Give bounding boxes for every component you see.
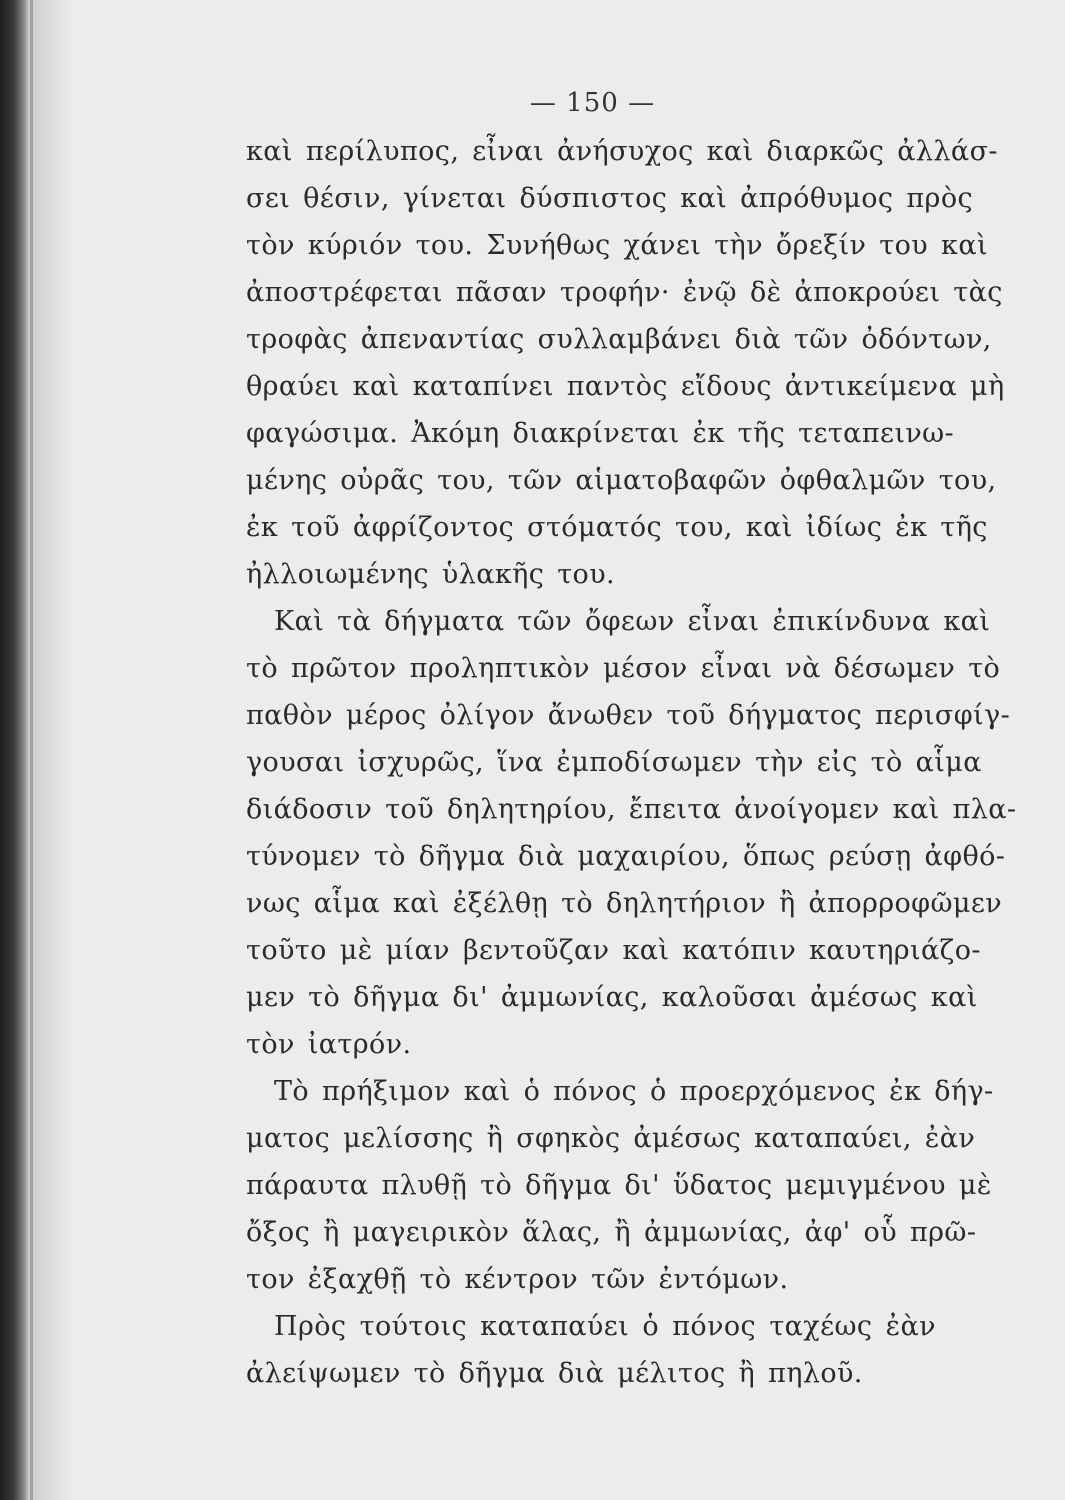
text-line: ὄξος ἢ μαγειρικὸν ἅλας, ἢ ἀμμωνίας, ἀφ' οὗ πρῶ- (246, 1217, 977, 1248)
paragraph (246, 1068, 994, 1303)
text-line: τροφὰς ἀπεναντίας συλλαμβάνει διὰ τῶν ὀδόντων, (246, 324, 992, 355)
book-binding-edge (0, 0, 30, 1500)
text-line: καὶ περίλυπος, εἶναι ἀνήσυχος καὶ διαρκῶς ἀλλάσ- (246, 136, 998, 167)
text-line: μένης οὐρᾶς του, τῶν αἱματοβαφῶν ὀφθαλμῶν του, (246, 465, 997, 496)
text-line: τύνομεν τὸ δῆγμα διὰ μαχαιρίου, ὅπως ρεύσῃ ἀφθό- (246, 841, 1006, 872)
text-line: νως αἷμα καὶ ἐξέλθῃ τὸ δηλητήριον ἢ ἀπορροφῶμεν (246, 888, 1003, 919)
text-line: ἀποστρέφεται πᾶσαν τροφήν· ἐνῷ δὲ ἀποκρούει τὰς (246, 277, 1003, 308)
text-line: μεν τὸ δῆγμα δι' ἀμμωνίας, καλοῦσαι ἀμέσως καὶ (246, 982, 978, 1013)
text-line: ἐκ τοῦ ἀφρίζοντος στόματός του, καὶ ἰδίως ἐκ τῆς (246, 512, 988, 543)
text-line: τὸ πρῶτον προληπτικὸν μέσον εἶναι νὰ δέσωμεν τὸ (246, 653, 1001, 684)
text-line: τὸν κύριόν του. Συνήθως χάνει τὴν ὄρεξίν του καὶ (246, 230, 988, 261)
text-line: πάραυτα πλυθῇ τὸ δῆγμα δι' ὕδατος μεμιγμένου μὲ (246, 1170, 992, 1201)
paragraph (246, 128, 1005, 598)
text-line: ἀλείψωμεν τὸ δῆγμα διὰ μέλιτος ἢ πηλοῦ. (246, 1358, 863, 1389)
body-text (246, 128, 1017, 1397)
text-line: διάδοσιν τοῦ δηλητηρίου, ἔπειτα ἀνοίγομεν καὶ πλα- (246, 794, 1017, 825)
text-line: τὸν ἰατρόν. (246, 1029, 412, 1060)
text-line: Τὸ πρήξιμον καὶ ὁ πόνος ὁ προερχόμενος ἐκ δήγ- (274, 1076, 994, 1107)
page-number: — 150 — (529, 88, 656, 118)
text-line: ἠλλοιωμένης ὑλακῆς του. (246, 559, 615, 590)
text-line: παθὸν μέρος ὀλίγον ἄνωθεν τοῦ δήγματος περισφίγ- (246, 700, 1011, 731)
text-line: τοῦτο μὲ μίαν βεντοῦζαν καὶ κατόπιν καυτηριάζο- (246, 935, 981, 966)
gutter-shadow (33, 0, 73, 1500)
text-line: τον ἐξαχθῇ τὸ κέντρον τῶν ἐντόμων. (246, 1264, 789, 1295)
text-line: γουσαι ἰσχυρῶς, ἵνα ἐμποδίσωμεν τὴν εἰς τὸ αἷμα (246, 747, 982, 778)
text-line: σει θέσιν, γίνεται δύσπιστος καὶ ἀπρόθυμος πρὸς (246, 183, 974, 214)
text-line: φαγώσιμα. Ἀκόμη διακρίνεται ἐκ τῆς τεταπεινω- (246, 418, 955, 449)
text-line: Πρὸς τούτοις καταπαύει ὁ πόνος ταχέως ἐὰν (274, 1311, 936, 1342)
text-line: Καὶ τὰ δήγματα τῶν ὄφεων εἶναι ἐπικίνδυνα καὶ (274, 606, 991, 637)
text-line: ματος μελίσσης ἢ σφηκὸς ἀμέσως καταπαύει, ἐὰν (246, 1123, 976, 1154)
paragraph (246, 598, 1017, 1068)
paragraph (246, 1303, 936, 1397)
text-line: θραύει καὶ καταπίνει παντὸς εἴδους ἀντικείμενα μὴ (246, 371, 1005, 402)
